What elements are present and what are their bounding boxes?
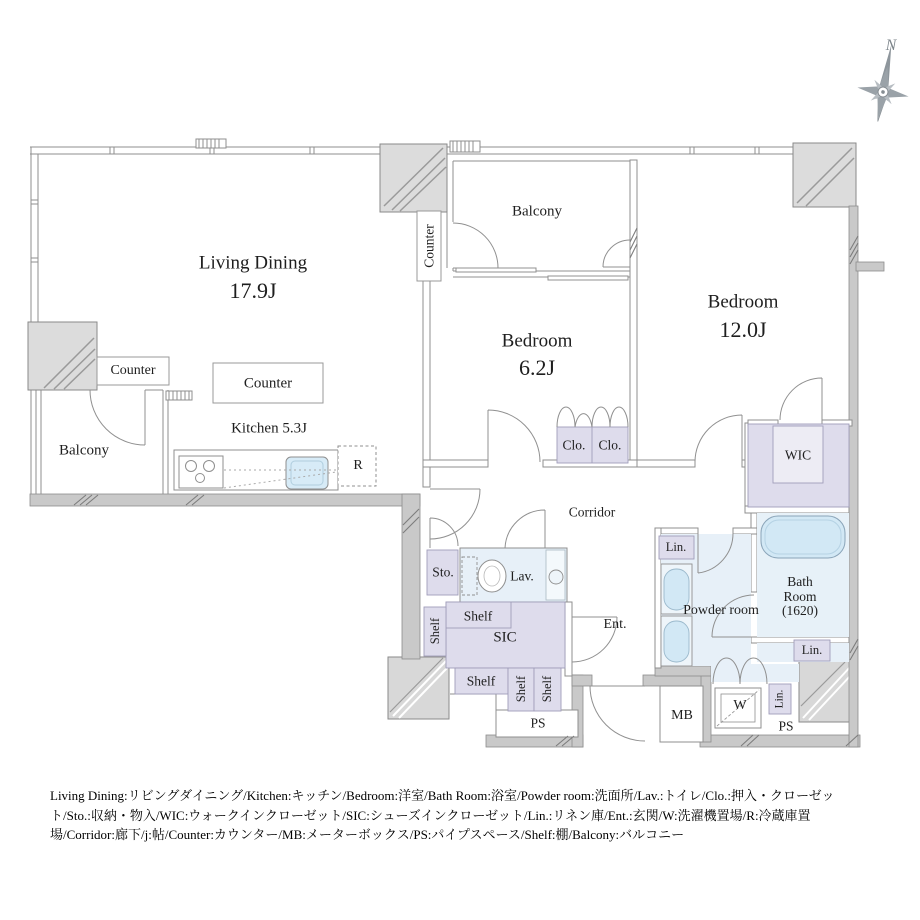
bedroom-large-label: Bedroom (707, 291, 779, 313)
balcony-top-label: Balcony (512, 203, 562, 220)
powder-room-label: Powder room (683, 603, 759, 619)
counter-left-label: Counter (110, 363, 156, 378)
bedroom-small-label: Bedroom (501, 330, 573, 352)
washer-label: W (733, 698, 747, 713)
shelf-vertical-left-label: Shelf (427, 617, 442, 645)
bath-line2: Room (783, 588, 817, 604)
bath-line1: Bath (787, 574, 813, 590)
kitchen-label: Kitchen 5.3J (231, 420, 307, 437)
shelf-bottom-label: Shelf (466, 673, 496, 689)
lavatory-label: Lav. (510, 568, 534, 584)
refrigerator-label: R (353, 458, 363, 473)
legend-text: Living Dining:リビングダイニング/Kitchen:キッチン/Bedroom:洋室/Bath Room:浴室/Powder room:洗面所/Lav.:トイレ/Clo.:押入・クローゼット/Sto.:収納・物入/WIC:ウォークインクローゼット/SIC:シューズインクローゼット/Lin.:リネン庫/Ent.:玄関/W:洗濯機置場/R:冷蔵庫置場/Corridor:廊下/j:帖/Counter:カウンター/MB:メーターボックス/PS:パイプスペース/Shelf:棚/Balcony:バルコニー (50, 788, 835, 842)
sic-label: SIC (493, 629, 517, 646)
corridor-label: Corridor (568, 504, 616, 520)
counter-island-label: Counter (243, 375, 293, 392)
closet-1-label: Clo. (562, 437, 586, 453)
living-dining-label: Living Dining (198, 252, 308, 274)
closet-2-label: Clo. (598, 437, 622, 453)
shelf-vertical-2-label: Shelf (539, 675, 554, 703)
shelf-top-label: Shelf (463, 608, 493, 624)
bath-room-label (782, 575, 818, 619)
linen-vertical-label: Lin. (773, 689, 786, 709)
living-dining-size: 17.9J (229, 278, 277, 303)
compass-icon (852, 37, 917, 126)
compass-north-label: N (885, 37, 897, 54)
meter-box-label: MB (671, 708, 693, 723)
ps-bottom-label: PS (530, 715, 546, 731)
linen-top-label: Lin. (665, 539, 687, 554)
bedroom-large-size: 12.0J (719, 317, 767, 342)
entrance-label: Ent. (603, 617, 627, 632)
storage-label: Sto. (432, 564, 454, 580)
shelf-vertical-1-label: Shelf (513, 675, 528, 703)
ps-right-label: PS (778, 718, 794, 734)
bath-line3: (1620) (782, 603, 818, 619)
bedroom-small-size: 6.2J (518, 355, 556, 380)
counter-vertical-label: Counter (421, 224, 437, 268)
wic-label: WIC (784, 447, 812, 463)
linen-right-label: Lin. (801, 642, 823, 657)
balcony-left-label: Balcony (59, 442, 109, 459)
